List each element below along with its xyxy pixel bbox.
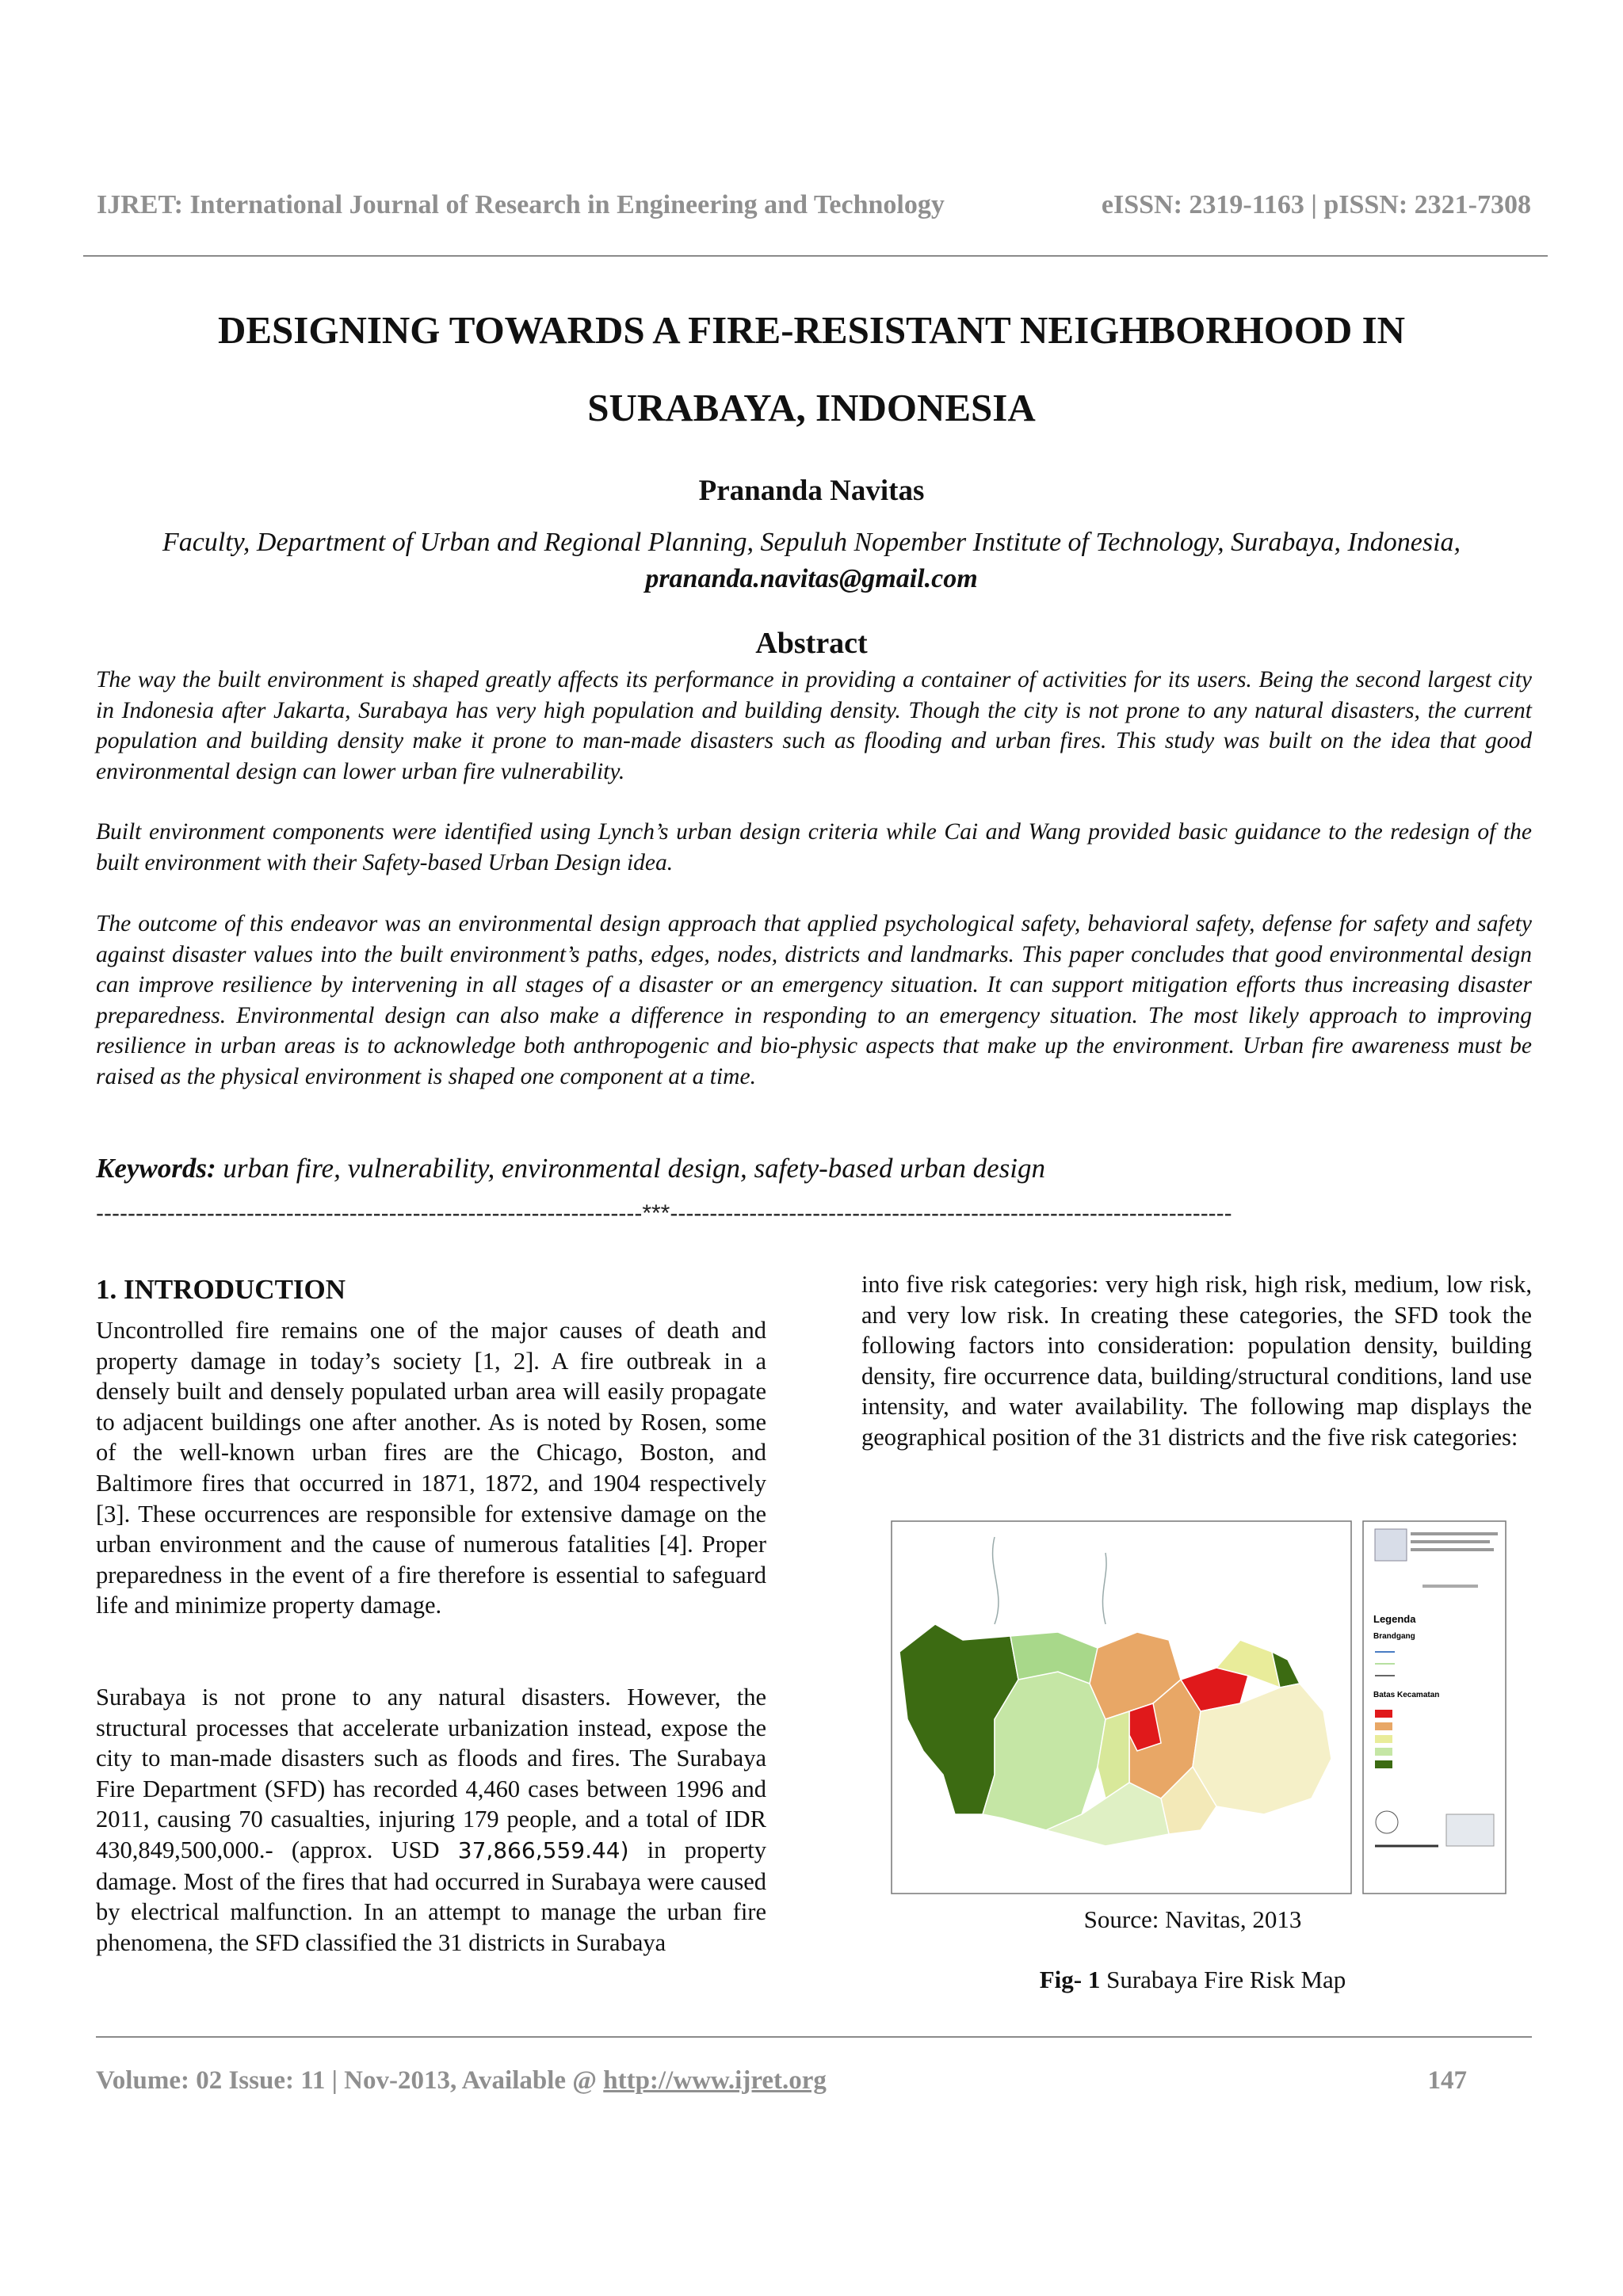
section-heading-introduction: 1. INTRODUCTION	[96, 1274, 346, 1305]
legend-swatch-medium	[1375, 1735, 1392, 1743]
abstract-paragraph-2: Built environment components were identified using Lynch’s urban design criteria while Cai and Wang provided basic guidance to the redesign of the built environment with their Safety-based Urban Design idea.	[96, 819, 1532, 875]
legend-swatch-very-high	[1375, 1710, 1392, 1718]
intro-paragraph-2-text-b: in property damage. Most of the fires that had occurred in Surabaya were caused by electrical malfunction. In an attempt to manage the urban fire phenomena, the SFD classified the 31 districts in Surabaya	[96, 1836, 766, 1956]
legend-swatch-very-low	[1375, 1760, 1392, 1768]
usd-amount: 37,866,559.44)	[457, 1836, 629, 1863]
author-name: Prananda Navitas	[698, 475, 925, 507]
issn: eISSN: 2319-1163 | pISSN: 2321-7308	[1101, 190, 1531, 219]
legend-subtitle-2: Batas Kecamatan	[1373, 1691, 1440, 1699]
paper-title	[119, 292, 1504, 447]
footer-volume: Volume: 02 Issue: 11 | Nov-2013, Available @	[96, 2066, 604, 2095]
affiliation-text: Faculty, Department of Urban and Regional Planning, Sepuluh Nopember Institute of Technology, Surabaya, Indonesia,	[162, 528, 1461, 557]
institution-text-line	[1411, 1548, 1494, 1551]
intro-paragraph-1: Uncontrolled fire remains one of the major causes of death and property damage in today’s society [1, 2]. A fire outbreak in a densely built and densely populated urban area will easily propagate to adjacent buildings one after another. As is noted by Rosen, some of the well-known urban fires are the Chicago, Boston, and Baltimore fires that occurred in 1871, 1872, and 1904 respectively [3]. These occurrences are responsible for extensive damage on the urban environment and the cause of numerous fatalities [4]. Proper preparedness in the event of a fire therefore is essential to safeguard life and minimize property damage.	[96, 1317, 766, 1619]
figure-caption-text: Surabaya Fire Risk Map	[1106, 1966, 1346, 1993]
figure-caption	[868, 1966, 1518, 1994]
abstract-paragraph-1: The way the built environment is shaped greatly affects its performance in providing a container of activities for its users. Being the second largest city in Indonesia after Jakarta, Surabaya has very high population and building density. Though the city is not prone to any natural disasters, the current population and building density make it prone to man-made disasters such as flooding and urban fires. This study was built on the idea that good environmental design can lower urban fire vulnerability.	[96, 667, 1532, 784]
figure-source: Source: Navitas, 2013	[1083, 1905, 1302, 1933]
map-title-line	[1423, 1585, 1478, 1588]
keywords-label: Keywords:	[96, 1153, 216, 1184]
legend-title: Legenda	[1373, 1613, 1416, 1625]
legend-swatch-high	[1375, 1722, 1392, 1730]
footer-left	[96, 2066, 827, 2096]
author-email[interactable]: prananda.navitas@gmail.com	[645, 564, 978, 593]
title-line-1: DESIGNING TOWARDS A FIRE-RESISTANT NEIGHBORHOOD IN	[217, 308, 1406, 352]
footer-rule	[96, 2036, 1532, 2038]
abstract-heading: Abstract	[755, 627, 868, 660]
institution-text-line	[1411, 1540, 1490, 1543]
inset-map	[1446, 1814, 1494, 1846]
header-rule	[83, 255, 1548, 257]
institution-text-line	[1411, 1532, 1498, 1535]
legend-swatch-low	[1375, 1748, 1392, 1756]
logo-icon	[1375, 1529, 1407, 1561]
footer	[96, 2066, 1467, 2096]
journal-name: IJRET: International Journal of Research in Engineering and Technology	[97, 190, 945, 219]
keywords-text: urban fire, vulnerability, environmental design, safety-based urban design	[223, 1153, 1045, 1184]
abstract-paragraph-3: The outcome of this endeavor was an environmental design approach that applied psychological safety, behavioral safety, defense for safety and safety against disaster values into the built environment’s paths, edges, nodes, districts and landmarks. This paper concludes that good environmental design can improve resilience by intervening in all stages of a disaster or an emergency situation. It can support mitigation efforts thus increasing disaster preparedness. Environmental design can also make a difference in responding to an emergency situation. The most likely approach to improving resilience in urban areas is to acknowledge both anthropogenic and bio-physic aspects that make up the environment. Urban fire awareness must be raised as the physical environment is shaped one component at a time.	[96, 911, 1532, 1089]
right-column-paragraph: into five risk categories: very high risk, high risk, medium, low risk, and very low risk. In creating these categories, the SFD took the following factors into consideration: population density, building density, fire occurrence data, building/structural conditions, land use intensity, and water availability. The following map displays the geographical position of the 31 districts and the five risk categories:	[861, 1271, 1532, 1451]
intro-paragraph-2	[96, 1682, 766, 1958]
running-header	[97, 190, 1531, 220]
intro-paragraph-2-text-a: Surabaya is not prone to any natural disasters. However, the structural processes that accelerate urbanization instead, expose the city to man-made disasters such as floods and fires. The Surabaya Fire Department (SFD) has recorded 4,460 cases between 1996 and 2011, causing 70 casualties, injuring 179 people, and a total of IDR 430,849,500,000.- (approx. USD	[96, 1684, 766, 1863]
affiliation	[79, 524, 1544, 597]
legend-subtitle-1: Brandgang	[1373, 1632, 1415, 1641]
figure-label: Fig- 1	[1039, 1966, 1101, 1993]
keywords	[96, 1153, 1532, 1184]
title-line-2: SURABAYA, INDONESIA	[587, 386, 1036, 429]
page-number: 147	[1427, 2066, 1467, 2095]
section-separator: ---------------------------------------------------------------------***-----------------------------------------------------------------------	[96, 1200, 1232, 1226]
journal-link[interactable]: http://www.ijret.org	[603, 2066, 827, 2095]
surabaya-fire-risk-map	[868, 1513, 1518, 1901]
